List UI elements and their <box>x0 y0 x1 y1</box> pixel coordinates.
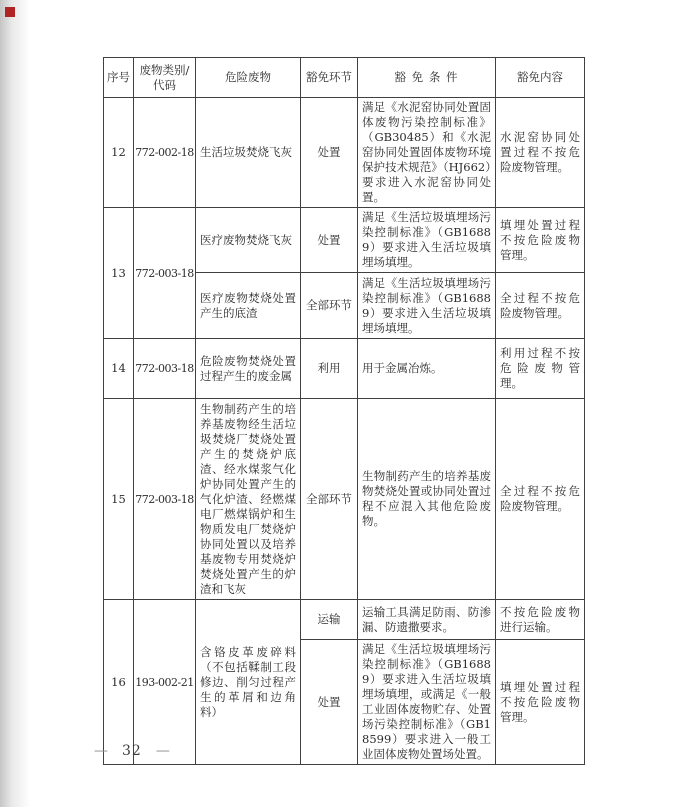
stage-cell: 利用 <box>301 339 358 399</box>
waste-cell: 危险废物焚烧处置过程产生的废金属 <box>196 339 301 399</box>
condition-cell: 满足《生活垃圾填埋场污染控制标准》（GB16889）要求进入生活垃圾填埋场填埋。 <box>358 273 496 339</box>
content-cell: 填埋处置过程不按危险废物管理。 <box>496 208 585 273</box>
header-hazardous-waste: 危险废物 <box>196 58 301 98</box>
table-row-14 <box>104 339 585 399</box>
seq-cell: 12 <box>104 98 134 208</box>
code-cell: 772-002-18 <box>134 98 196 208</box>
condition-cell: 满足《生活垃圾填埋场污染控制标准》（GB16889）要求进入生活垃圾填埋场填埋。 <box>358 208 496 273</box>
waste-cell: 医疗废物焚烧处置产生的底渣 <box>196 273 301 339</box>
table-row-12 <box>104 98 585 208</box>
table-header-row <box>104 58 585 98</box>
condition-cell: 运输工具满足防雨、防渗漏、防遗撒要求。 <box>358 600 496 640</box>
seq-cell: 14 <box>104 339 134 399</box>
content-cell: 不按危险废物进行运输。 <box>496 600 585 640</box>
content-cell: 全过程不按危险废物管理。 <box>496 273 585 339</box>
footer-right-dash: — <box>155 743 170 759</box>
stage-cell: 全部环节 <box>301 273 358 339</box>
header-exempt-stage: 豁免环节 <box>301 58 358 98</box>
condition-cell: 生物制药产生的培养基废物焚烧处置或协同处置过程不应混入其他危险废物。 <box>358 399 496 600</box>
condition-cell: 满足《水泥窑协同处置固体废物污染控制标准》（GB30485）和《水泥窑协同处置固体废物环境保护技术规范》（HJ662）要求进入水泥窑协同处置。 <box>358 98 496 208</box>
stage-cell: 运输 <box>301 600 358 640</box>
header-exempt-condition: 豁 免 条 件 <box>358 58 496 98</box>
condition-cell: 用于金属冶炼。 <box>358 339 496 399</box>
seq-cell: 13 <box>104 208 134 339</box>
waste-cell: 医疗废物焚烧飞灰 <box>196 208 301 273</box>
page-number <box>94 743 170 759</box>
seq-cell: 16 <box>104 600 134 765</box>
stage-cell: 全部环节 <box>301 399 358 600</box>
code-cell: 772-003-18 <box>134 339 196 399</box>
table-row-15 <box>104 399 585 600</box>
code-cell: 193-002-21 <box>134 600 196 765</box>
content-cell: 利用过程不按危险废物管理。 <box>496 339 585 399</box>
footer-number: 32 <box>122 743 142 759</box>
waste-cell: 生物制药产生的培养基废物经生活垃圾焚烧厂焚烧处置产生的焚烧炉底渣、经水煤浆气化炉协同处置产生的气化炉渣、经燃煤电厂燃煤锅炉和生物质发电厂焚烧炉协同处置以及培养基废物专用焚烧炉焚烧处置产生的炉渣和飞灰 <box>196 399 301 600</box>
code-cell: 772-003-18 <box>134 399 196 600</box>
waste-cell: 含铬皮革废碎料（不包括鞣制工段修边、削匀过程产生的革屑和边角料） <box>196 600 301 765</box>
seq-cell: 15 <box>104 399 134 600</box>
waste-exemption-table <box>103 57 585 765</box>
page-edge-shadow <box>0 0 30 807</box>
condition-cell: 满足《生活垃圾填埋场污染控制标准》（GB16889）要求进入生活垃圾填埋场填埋，或满足《一般工业固体废物贮存、处置场污染控制标准》（GB18599）要求进入一般工业固体废物处置场处置。 <box>358 640 496 765</box>
table-row-13a <box>104 208 585 273</box>
stage-cell: 处置 <box>301 98 358 208</box>
header-category-code: 废物类别/代码 <box>134 58 196 98</box>
stage-cell: 处置 <box>301 640 358 765</box>
table-row-16a <box>104 600 585 640</box>
code-cell: 772-003-18 <box>134 208 196 339</box>
waste-cell: 生活垃圾焚烧飞灰 <box>196 98 301 208</box>
footer-left-dash: — <box>94 743 108 759</box>
content-cell: 水泥窑协同处置过程不按危险废物管理。 <box>496 98 585 208</box>
content-cell: 填埋处置过程不按危险废物管理。 <box>496 640 585 765</box>
header-exempt-content: 豁免内容 <box>496 58 585 98</box>
content-cell: 全过程不按危险废物管理。 <box>496 399 585 600</box>
stage-cell: 处置 <box>301 208 358 273</box>
header-seq: 序号 <box>104 58 134 98</box>
red-corner-mark <box>5 7 15 17</box>
